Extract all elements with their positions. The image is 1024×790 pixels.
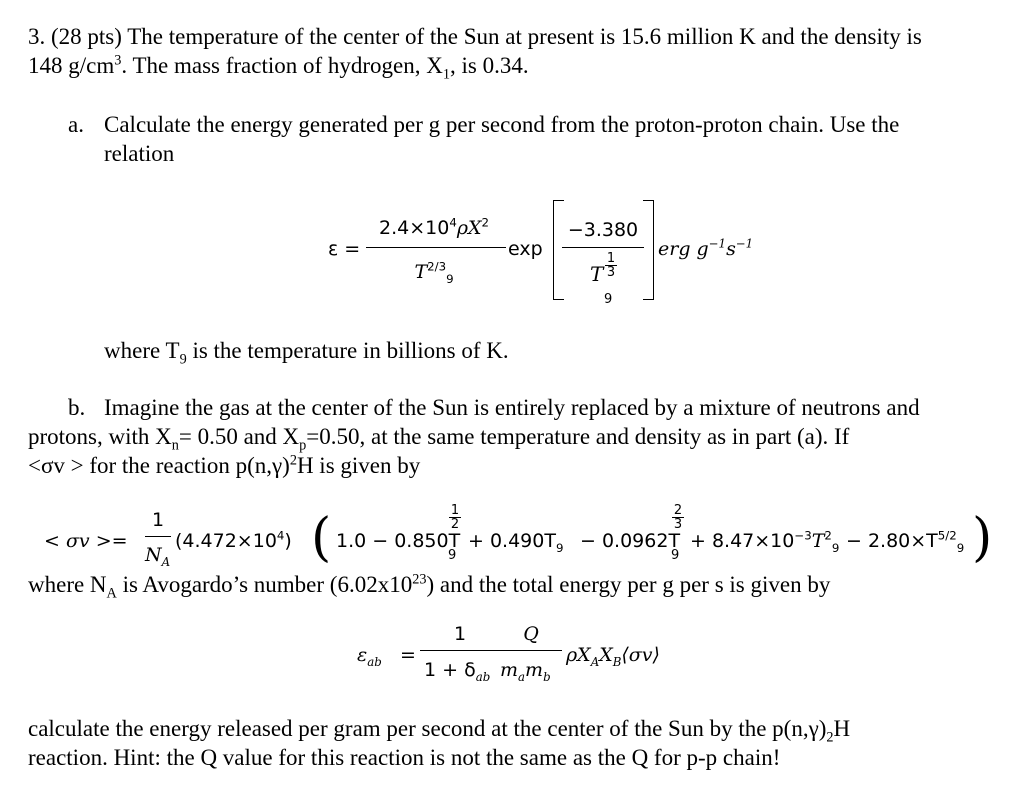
f1-num: 1 — [453, 623, 467, 645]
t1-exp-num: 1 — [450, 503, 460, 518]
superscript: 23 — [412, 571, 427, 588]
f1-den-text: 1 + δ — [424, 659, 476, 681]
coef-exp: 4 — [276, 528, 285, 543]
f2-bar — [500, 650, 562, 651]
superscript: 2 — [289, 452, 297, 469]
where-text: is the temperature in billions of K. — [186, 338, 509, 363]
sv-term-2 — [468, 527, 563, 556]
den-N: N — [145, 544, 162, 566]
part-b-line-1: Imagine the gas at the center of the Sun is entirely replaced by a mixture of neutrons and — [104, 395, 920, 420]
coef: (4.472×10 — [175, 530, 277, 552]
subscript: n — [171, 437, 179, 454]
where-t9 — [104, 336, 509, 368]
text: is Avogardo’s number (6.02x10 — [116, 572, 413, 597]
text: = 0.50 and X — [178, 424, 300, 449]
num-tail-exp: 2 — [481, 215, 490, 230]
units-erg-g: erg g — [658, 238, 709, 260]
units-s: s — [726, 238, 736, 260]
sv-term-1 — [336, 527, 460, 556]
subscript: p — [299, 437, 307, 454]
inner-T: T — [590, 262, 604, 286]
t1-exp-den: 2 — [450, 517, 460, 532]
num-text: 2.4×10 — [378, 217, 450, 239]
text: =0.50, at the same temperature and density as in part (a). If — [306, 424, 850, 449]
sv-lhs: < σv >= — [44, 530, 128, 552]
t4-T-exp: 2 — [824, 528, 832, 543]
part-b-line-2 — [28, 422, 850, 454]
text: H — [833, 716, 851, 741]
t2-sub: 9 — [555, 540, 564, 555]
t4-exp: −3 — [794, 528, 812, 543]
m-a: m — [500, 659, 519, 681]
f2-den — [500, 656, 551, 685]
big-right-paren: ) — [972, 508, 993, 568]
m-b-sub: b — [543, 669, 551, 684]
t3-sub: 9 — [671, 548, 680, 563]
f1-bar — [420, 650, 500, 651]
t5-sub: 9 — [956, 540, 965, 555]
m-b: m — [525, 659, 544, 681]
den-T: T — [414, 261, 428, 283]
sv-term-5 — [846, 527, 964, 556]
eq-numerator — [368, 214, 500, 243]
XA-sub: A — [590, 654, 600, 669]
units-exp2: −1 — [735, 236, 754, 251]
text: protons, with X — [28, 424, 172, 449]
text: H is given by — [296, 453, 421, 478]
XB-sub: B — [612, 654, 622, 669]
t1: 1.0 − 0.850T — [336, 530, 461, 552]
inner-fraction-bar — [562, 247, 644, 248]
t3-exp — [672, 504, 684, 531]
units-exp1: −1 — [708, 236, 727, 251]
eab-tail — [566, 641, 660, 670]
text: ) and the total energy per g per s is given by — [426, 572, 831, 597]
t4: + 8.47×10 — [690, 530, 795, 552]
exp-word: exp — [508, 238, 543, 260]
sv-term-4 — [690, 527, 839, 556]
t3-exp-den: 3 — [673, 517, 683, 532]
part-a-line-2: relation — [104, 141, 175, 166]
eq-lhs: ε = — [328, 238, 361, 260]
eab-lhs — [357, 641, 382, 670]
intro-text: 148 g/cm — [28, 53, 115, 78]
closing-line-2: reaction. Hint: the Q value for this reaction is not the same as the Q for p-p chain! — [28, 745, 781, 770]
subscript: 2 — [826, 729, 834, 746]
part-a-label: a. — [68, 112, 84, 137]
t3: − 0.0962T — [580, 530, 681, 552]
sv-coef — [175, 527, 292, 556]
m-a-sub: a — [518, 669, 526, 684]
where-avogadro — [28, 570, 831, 602]
rho-X: ρX — [566, 644, 591, 666]
X: X — [599, 644, 613, 666]
coef-end: ) — [284, 530, 292, 552]
intro-line-2 — [28, 51, 529, 83]
intro-text: . The mass fraction of hydrogen, X — [121, 53, 443, 78]
right-bracket — [643, 200, 654, 300]
closing-line-1 — [28, 714, 851, 746]
big-left-paren: ( — [311, 508, 332, 568]
subscript: A — [106, 585, 117, 602]
where-text: where T — [104, 338, 180, 363]
num-exp: 4 — [449, 215, 457, 230]
t2: + 0.490T — [468, 530, 556, 552]
t5: − 2.80×T — [846, 530, 938, 552]
inner-exp-num: 1 — [606, 251, 616, 266]
f1-den-sub: ab — [475, 669, 491, 684]
sv-fraction-bar — [145, 536, 171, 537]
units — [658, 235, 753, 264]
part-b-label: b. — [68, 395, 86, 420]
part-b-line-3 — [28, 451, 420, 480]
sigma-v: ⟨σv⟩ — [621, 644, 660, 666]
t1-exp — [449, 504, 461, 531]
subscript: 1 — [442, 66, 450, 83]
text: <σv > for the reaction p(n,γ) — [28, 453, 290, 478]
inner-sub: 9 — [604, 292, 613, 307]
epsilon-sub: ab — [367, 654, 382, 669]
intro-line-1: 3. (28 pts) The temperature of the center of the Sun at present is 15.6 million K and the density is — [28, 24, 922, 49]
superscript: 3 — [114, 52, 122, 69]
t1-sub: 9 — [448, 548, 457, 563]
subscript: 9 — [179, 351, 187, 368]
sv-frac-den — [145, 541, 170, 570]
f1-den — [424, 656, 490, 685]
t4-T-sub: 9 — [831, 540, 840, 555]
inner-exp-frac — [605, 252, 617, 279]
sv-term-3 — [580, 527, 680, 556]
sv-frac-num: 1 — [151, 509, 165, 531]
inner-numerator: −3.380 — [567, 219, 639, 241]
den-sub: 9 — [446, 271, 454, 286]
f2-num: Q — [523, 623, 539, 645]
den-sub: A — [161, 554, 171, 569]
text: where N — [28, 572, 107, 597]
den-exp: 2/3 — [427, 259, 447, 274]
text: calculate the energy released per gram per second at the center of the Sun by the p(n,γ) — [28, 716, 827, 741]
inner-denominator — [590, 260, 603, 290]
left-bracket — [553, 200, 564, 300]
eq-denominator — [404, 258, 464, 287]
fraction-bar — [366, 247, 506, 248]
intro-text: , is 0.34. — [450, 53, 529, 78]
eab-eq-sign: = — [400, 644, 416, 666]
t5-exp: 5/2 — [937, 528, 957, 543]
t4-T: T — [811, 530, 825, 552]
t3-exp-num: 2 — [673, 503, 683, 518]
epsilon: ε — [357, 644, 368, 666]
num-tail: ρX — [456, 217, 482, 239]
inner-exp-den: 3 — [606, 265, 616, 280]
part-a-line-1: Calculate the energy generated per g per second from the proton-proton chain. Use the — [104, 112, 900, 137]
